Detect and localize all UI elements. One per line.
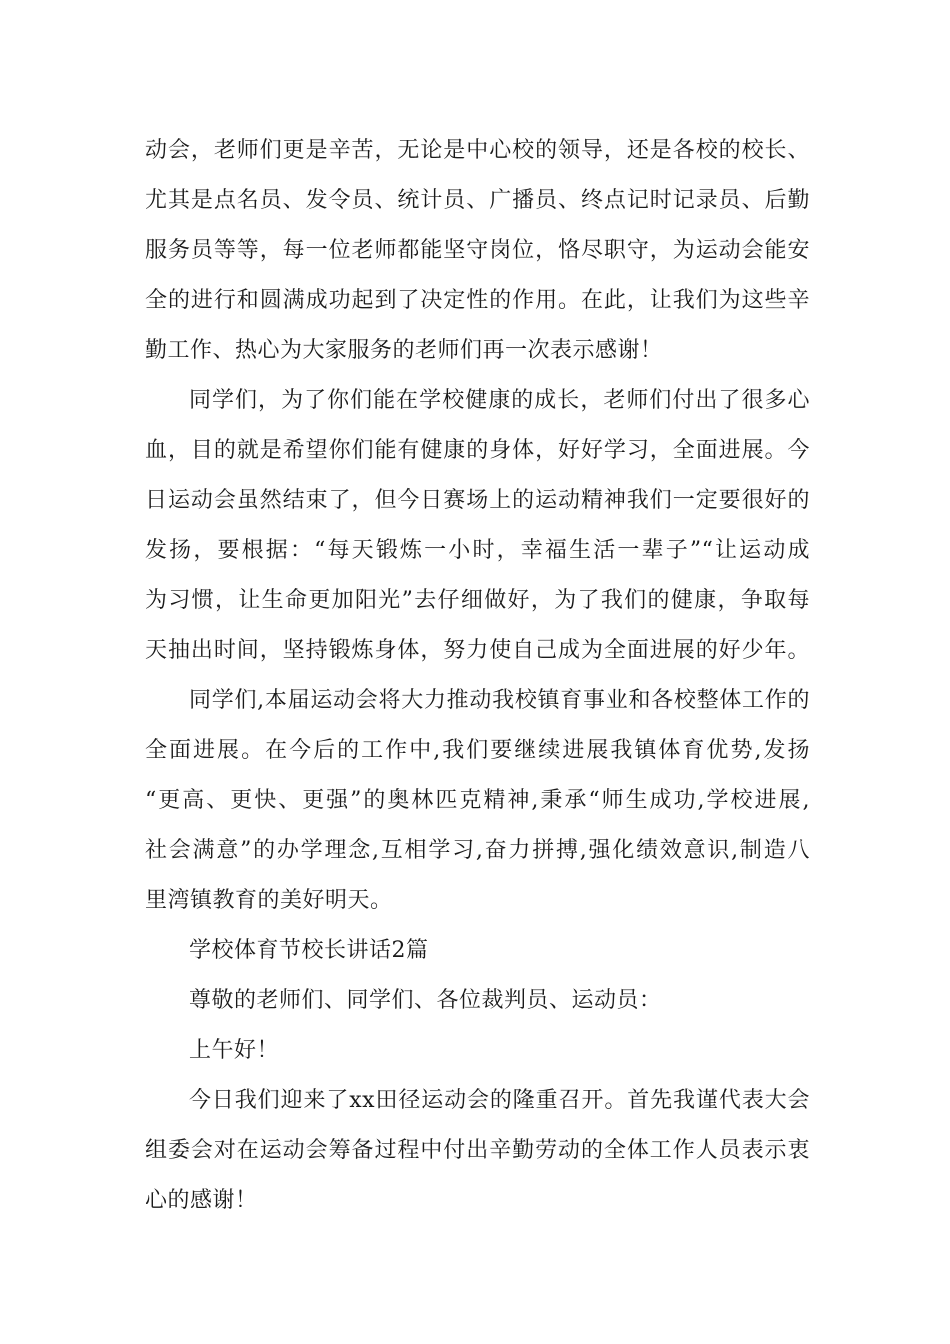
text-line: 全的进行和圆满成功起到了决定性的作用。在此，让我们为这些辛: [145, 288, 810, 313]
text-line: 勤工作、热心为大家服务的老师们再一次表示感谢！: [145, 338, 663, 363]
text-line: 服务员等等，每一位老师都能坚守岗位，恪尽职守，为运动会能安: [145, 238, 810, 263]
text-line: 血，目的就是希望你们能有健康的身体，好好学习，全面进展。今: [145, 438, 810, 463]
text-line: 全面进展。在今后的工作中,我们要继续进展我镇体育优势,发扬: [145, 738, 810, 763]
text-line: “更高、更快、更强”的奥林匹克精神,秉承“师生成功,学校进展,: [145, 788, 810, 813]
text-line: 动会，老师们更是辛苦，无论是中心校的领导，还是各校的校长、: [145, 138, 810, 163]
text-line: 社会满意”的办学理念,互相学习,奋力拼搏,强化绩效意识,制造八: [145, 838, 810, 863]
salutation: 尊敬的老师们、同学们、各位裁判员、运动员：: [189, 988, 662, 1013]
text-line: 组委会对在运动会筹备过程中付出辛勤劳动的全体工作人员表示衷: [145, 1138, 810, 1163]
section-title: 学校体育节校长讲话2篇: [189, 938, 429, 963]
text-line: 发扬，要根据：“每天锻炼一小时，幸福生活一辈子”“让运动成: [145, 538, 810, 563]
greeting: 上午好！: [189, 1038, 280, 1063]
text-line: 心的感谢！: [145, 1188, 258, 1213]
text-line: 今日我们迎来了xx田径运动会的隆重召开。首先我谨代表大会: [189, 1088, 810, 1113]
text-line: 为习惯，让生命更加阳光”去仔细做好，为了我们的健康，争取每: [145, 588, 810, 613]
text-line: 里湾镇教育的美好明天。: [145, 888, 393, 913]
text-line: 日运动会虽然结束了，但今日赛场上的运动精神我们一定要很好的: [145, 488, 810, 513]
text-line: 同学们，为了你们能在学校健康的成长，老师们付出了很多心: [189, 388, 810, 413]
text-line: 尤其是点名员、发令员、统计员、广播员、终点记时记录员、后勤: [145, 188, 810, 213]
text-line: 同学们,本届运动会将大力推动我校镇育事业和各校整体工作的: [189, 688, 810, 713]
text-line: 天抽出时间，坚持锻炼身体，努力使自己成为全面进展的好少年。: [145, 638, 810, 663]
